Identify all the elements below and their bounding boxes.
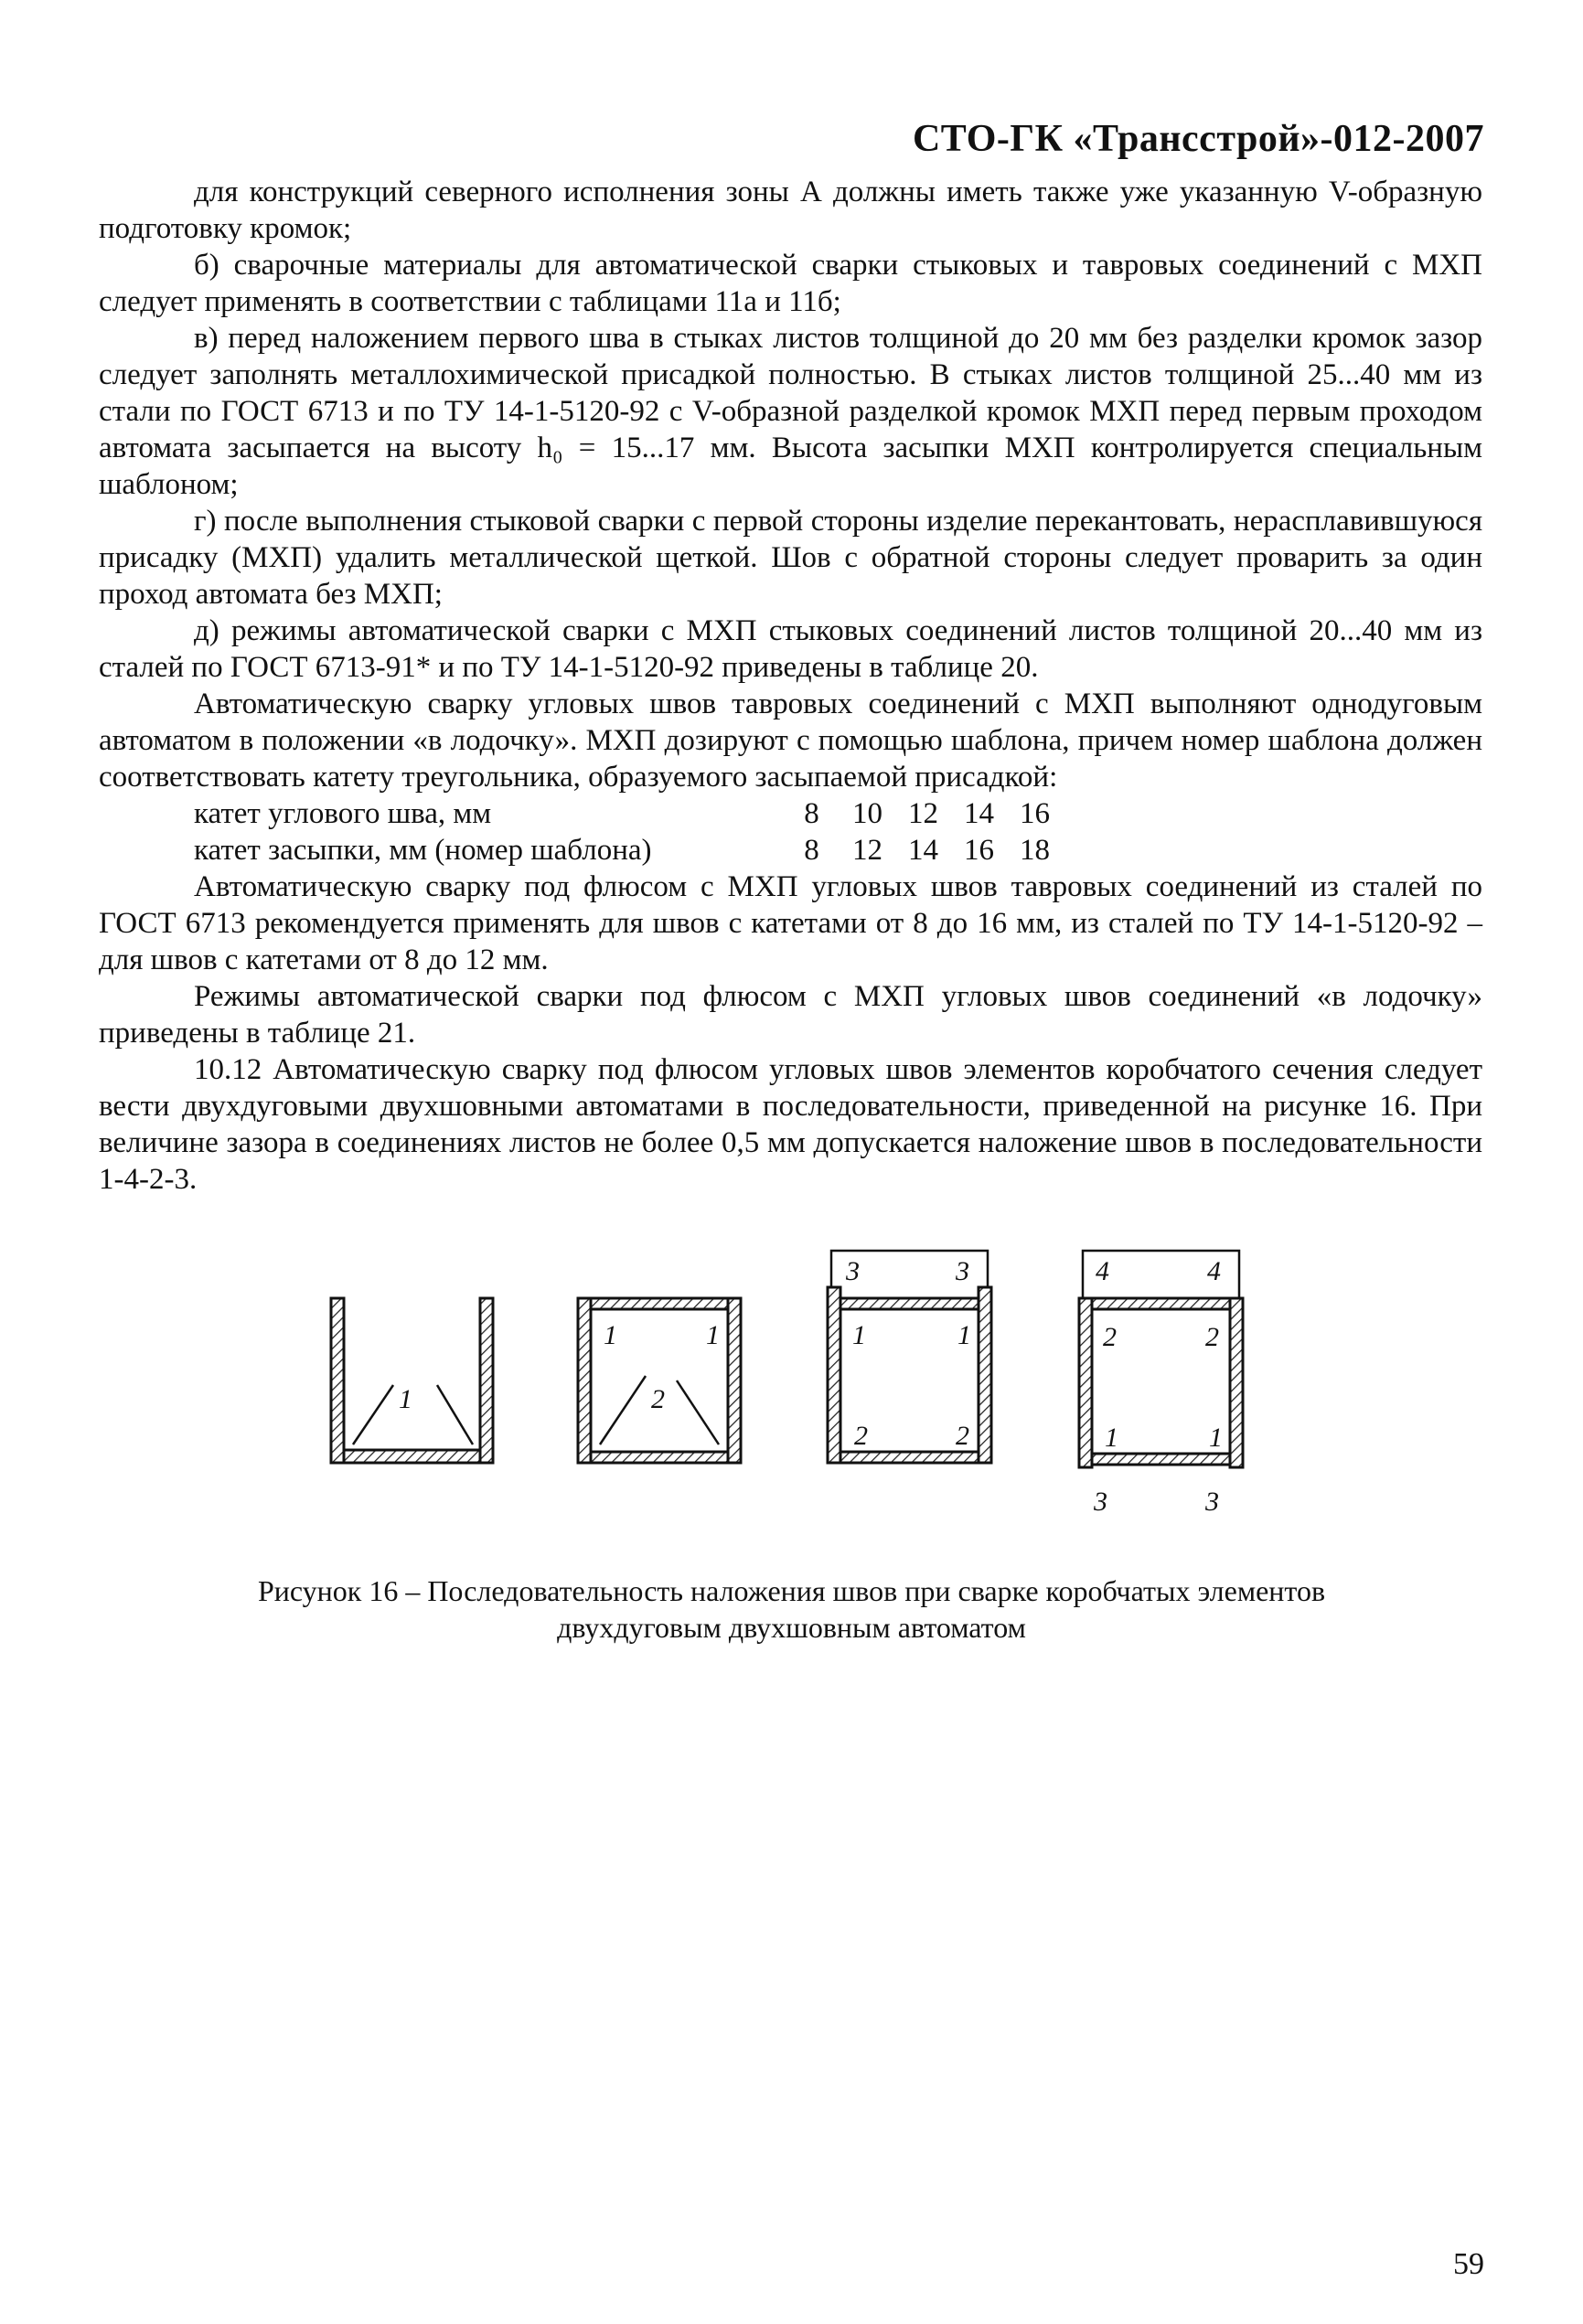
cell: 14 <box>908 834 938 867</box>
weld-label: 1 <box>604 1320 617 1350</box>
weld-label: 1 <box>706 1320 720 1350</box>
weld-label: 4 <box>1207 1256 1221 1286</box>
cell: 14 <box>964 797 994 830</box>
cell: 18 <box>1020 834 1050 867</box>
body-text <box>99 174 1482 1198</box>
weld-label: 3 <box>1205 1487 1219 1517</box>
cell: 8 <box>804 834 819 867</box>
cell: 16 <box>1020 797 1050 830</box>
paragraph: г) после выполнения стыковой сварки с первой стороны изделие перекантовать, нерасплавившуюся присадку (МХП) удалить металлической щеткой. Шов с обратной стороны следует проварить за один проход автомата без МХП; <box>99 505 1482 611</box>
paragraph: б) сварочные материалы для автоматической сварки стыковых и тавровых соединений с МХП следует применять в соответствии с таблицами 11а и 11б; <box>99 249 1482 318</box>
weld-label: 1 <box>399 1384 412 1414</box>
weld-label: 3 <box>956 1256 969 1286</box>
caption-line-1: Рисунок 16 – Последовательность наложения швов при сварке коробчатых элементов <box>257 1574 1326 1607</box>
cell: 16 <box>964 834 994 867</box>
cell: 10 <box>852 797 882 830</box>
leg-table-row <box>99 795 1482 832</box>
row-label: катет углового шва, мм <box>194 797 492 830</box>
weld-label: 1 <box>957 1320 971 1350</box>
weld-label: 1 <box>852 1320 866 1350</box>
row-label: катет засыпки, мм (номер шаблона) <box>194 834 652 867</box>
caption-line-2: двухдуговым двухшовным автоматом <box>557 1611 1026 1644</box>
weld-label: 3 <box>1094 1487 1107 1517</box>
cell: 8 <box>804 797 819 830</box>
weld-label: 2 <box>1205 1322 1219 1352</box>
paragraph: 10.12 Автоматическую сварку под флюсом угловых швов элементов коробчатого сечения следует вести двухдуговыми двухшовными автоматами в последовательности, приведенной на рисунке 16. При величине зазора в соединениях листов не более 0,5 мм допускается наложение швов в последовательности 1-4-2-3. <box>99 1053 1482 1196</box>
figure-16-diagram <box>0 1225 1583 1554</box>
document-header: СТО-ГК «Трансстрой»-012-2007 <box>912 118 1484 160</box>
paragraph: Режимы автоматической сварки под флюсом с МХП угловых швов соединений «в лодочку» приведены в таблице 21. <box>99 980 1482 1050</box>
electrode-line <box>600 1376 646 1445</box>
figure-caption <box>0 1572 1583 1646</box>
page-number: 59 <box>1453 2247 1484 2281</box>
weld-label: 3 <box>846 1256 860 1286</box>
paragraph: в) перед наложением первого шва в стыках листов толщиной до 20 мм без разделки кромок зазор следует заполнять металлохимической присадкой полностью. В стыках листов толщиной 25...40 мм из стали по ГОСТ 6713 и по ТУ 14-1-5120-92 с V-образной разделкой кромок МХП перед первым проходом автомата засыпается на высоту h₀ = 15...17 мм. Высота засыпки МХП контролируется специальным шаблоном; <box>99 322 1482 501</box>
electrode-line <box>677 1381 719 1445</box>
electrode-line <box>353 1385 393 1445</box>
weld-label: 2 <box>651 1384 665 1414</box>
weld-label: 2 <box>1103 1322 1117 1352</box>
cell: 12 <box>908 797 938 830</box>
weld-label: 1 <box>1105 1423 1118 1453</box>
leg-table-row <box>99 832 1482 869</box>
paragraph: для конструкций северного исполнения зоны А должны иметь также уже указанную V-образную подготовку кромок; <box>99 176 1482 245</box>
weld-label: 4 <box>1096 1256 1109 1286</box>
electrode-line <box>437 1385 473 1445</box>
weld-label: 1 <box>1209 1423 1223 1453</box>
paragraph: Автоматическую сварку под флюсом с МХП угловых швов тавровых соединений из сталей по ГОСТ 6713 рекомендуется применять для швов с катетами от 8 до 16 мм, из сталей по ТУ 14-1-5120-92 – для швов с катетами от 8 до 12 мм. <box>99 870 1482 976</box>
paragraph: Автоматическую сварку угловых швов тавровых соединений с МХП выполняют однодуговым автоматом в положении «в лодочку». МХП дозируют с помощью шаблона, причем номер шаблона должен соответствовать катету треугольника, образуемого засыпаемой присадкой: <box>99 688 1482 794</box>
weld-label: 2 <box>956 1421 969 1451</box>
weld-label: 2 <box>854 1421 868 1451</box>
paragraph: д) режимы автоматической сварки с МХП стыковых соединений листов толщиной 20...40 мм из сталей по ГОСТ 6713-91* и по ТУ 14-1-5120-92 приведены в таблице 20. <box>99 614 1482 684</box>
cell: 12 <box>852 834 882 867</box>
